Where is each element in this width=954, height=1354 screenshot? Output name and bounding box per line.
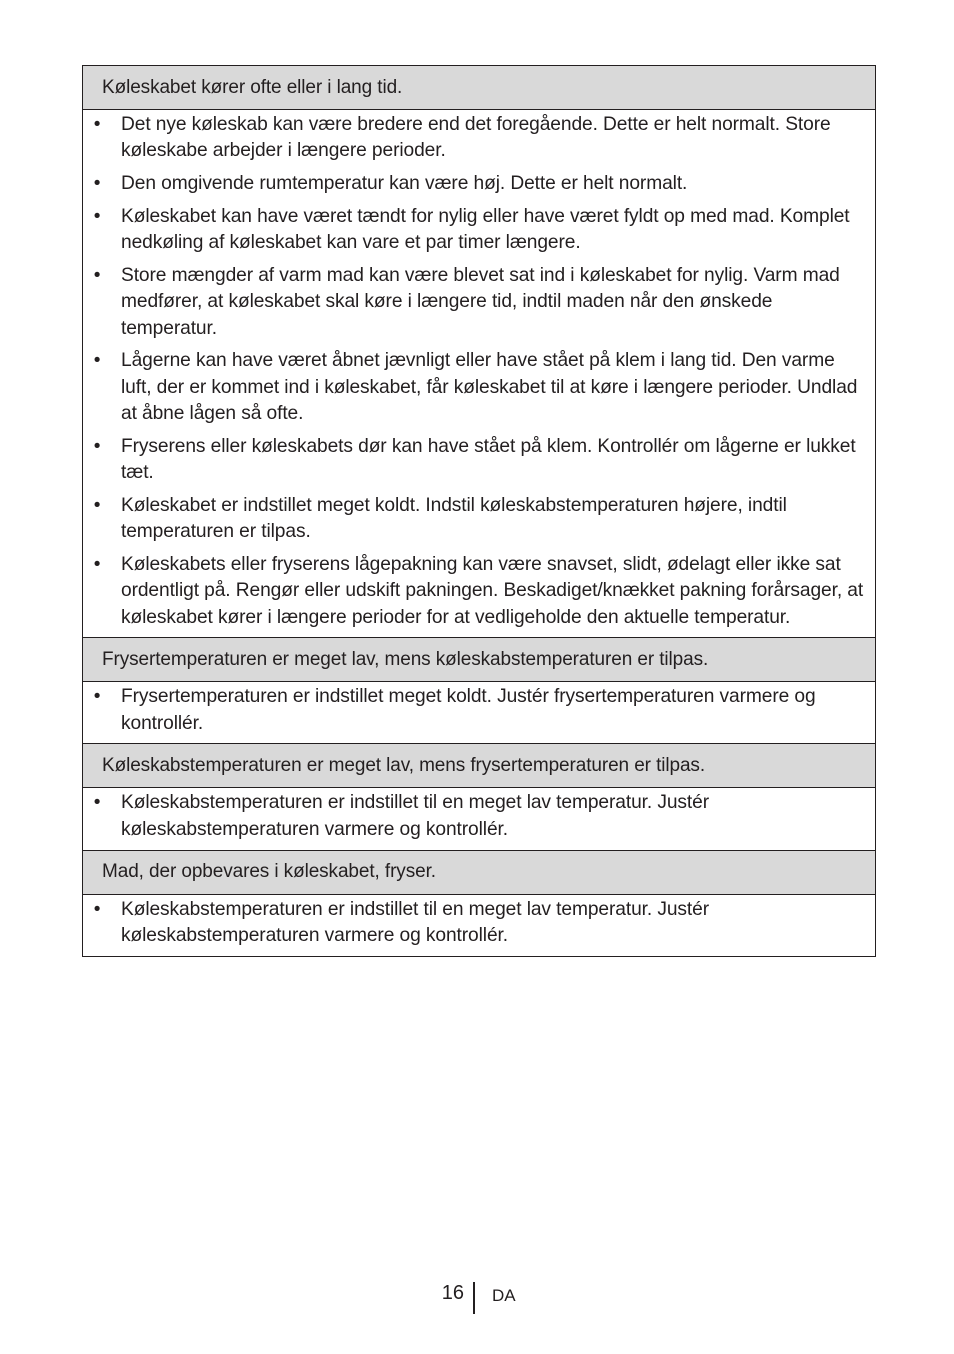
- section-body-freezer-too-cold: [83, 682, 875, 744]
- bullet-icon: •: [93, 898, 101, 920]
- list-item-text: Store mængder af varm mad kan være blevet sat ind i køleskabet for nylig. Varm mad medfører, at køleskabet skal køre i længere tid, indtil maden når den ønskede temperatur.: [121, 264, 840, 339]
- list-item: [83, 204, 875, 257]
- bullet-icon: •: [93, 792, 101, 814]
- bullet-icon: •: [93, 350, 101, 372]
- bullet-list: [83, 790, 875, 843]
- list-item: [83, 552, 875, 631]
- bullet-list: [83, 112, 875, 631]
- bullet-icon: •: [93, 205, 101, 227]
- section-body-food-freezes: [83, 895, 875, 950]
- list-item-text: Køleskabets eller fryserens lågepakning kan være snavset, slidt, ødelagt eller ikke sat ordentligt på. Rengør eller udskift pakningen. Beskadiget/knækket pakning forårsager, at køleskabet kører i længere perioder for at vedligeholde den aktuelle temperatur.: [121, 553, 864, 628]
- bullet-icon: •: [93, 114, 101, 135]
- list-item-text: Det nye køleskab kan være bredere end det foregående. Dette er helt normalt. Store køleskabe arbejder i længere perioder.: [121, 114, 831, 162]
- bullet-icon: •: [93, 494, 101, 516]
- section-header-fridge-too-cold: Køleskabstemperaturen er meget lav, mens frysertemperaturen er tilpas.: [83, 744, 875, 788]
- list-item: [83, 434, 875, 487]
- list-item-text: Køleskabet kan have været tændt for nylig eller have været fyldt op med mad. Komplet nedkøling af køleskabet kan vare et par timer længere.: [121, 205, 850, 254]
- bullet-list: [83, 897, 875, 950]
- list-item: [83, 493, 875, 546]
- section-body-runs-long: [83, 110, 875, 638]
- list-item: [83, 112, 875, 165]
- list-item: [83, 790, 875, 843]
- troubleshooting-table: [82, 65, 876, 957]
- list-item-text: Køleskabstemperaturen er indstillet til en meget lav temperatur. Justér køleskabstemperaturen varmere og kontrollér.: [121, 792, 709, 840]
- bullet-list: [83, 684, 875, 737]
- bullet-icon: •: [93, 553, 101, 575]
- section-header-food-freezes: Mad, der opbevares i køleskabet, fryser.: [83, 851, 875, 895]
- language-code: DA: [492, 1286, 516, 1305]
- bullet-icon: •: [93, 435, 101, 457]
- section-header-runs-long: Køleskabet kører ofte eller i lang tid.: [83, 66, 875, 110]
- bullet-icon: •: [93, 173, 101, 195]
- list-item-text: Køleskabstemperaturen er indstillet til en meget lav temperatur. Justér køleskabstemperaturen varmere og kontrollér.: [121, 898, 709, 946]
- section-header-freezer-too-cold: Frysertemperaturen er meget lav, mens køleskabstemperaturen er tilpas.: [83, 638, 875, 682]
- list-item: [83, 263, 875, 342]
- footer-divider: [473, 1282, 475, 1314]
- list-item-text: Fryserens eller køleskabets dør kan have stået på klem. Kontrollér om lågerne er lukket tæt.: [121, 435, 856, 484]
- list-item: [83, 684, 875, 737]
- bullet-icon: •: [93, 264, 101, 286]
- section-body-fridge-too-cold: [83, 788, 875, 850]
- list-item-text: Lågerne kan have været åbnet jævnligt eller have stået på klem i lang tid. Den varme luft, der er kommet ind i køleskabet, får køleskabet til at køre i længere perioder. Undlad at åbne lågen så ofte.: [121, 350, 858, 424]
- list-item-text: Frysertemperaturen er indstillet meget koldt. Justér frysertemperaturen varmere og kontrollér.: [121, 686, 816, 734]
- page-footer: [0, 1280, 954, 1316]
- list-item: [83, 897, 875, 950]
- list-item: [83, 348, 875, 427]
- bullet-icon: •: [93, 686, 101, 708]
- page-number: 16: [441, 1282, 464, 1304]
- list-item-text: Den omgivende rumtemperatur kan være høj. Dette er helt normalt.: [121, 173, 688, 195]
- list-item-text: Køleskabet er indstillet meget koldt. Indstil køleskabstemperaturen højere, indtil temperaturen er tilpas.: [121, 494, 787, 543]
- list-item: [83, 171, 875, 197]
